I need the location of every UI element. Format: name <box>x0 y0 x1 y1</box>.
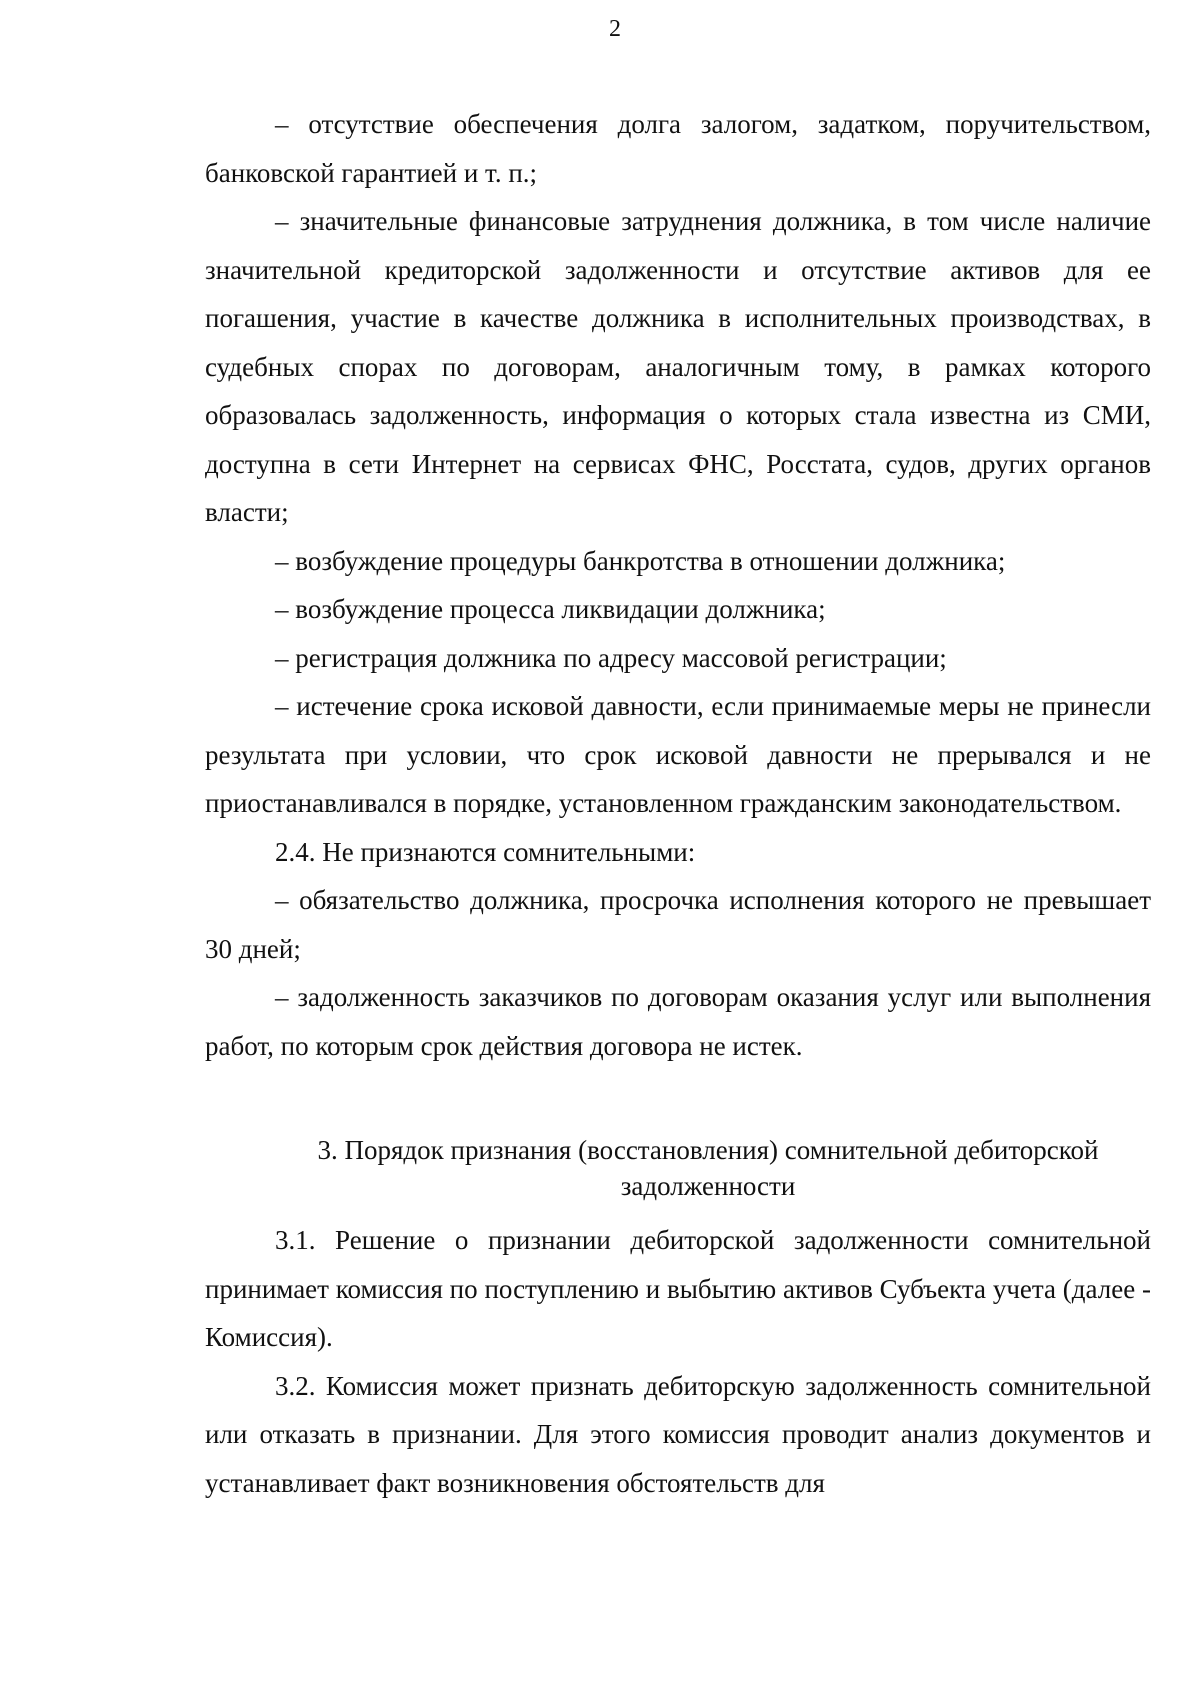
paragraph-mass-registration: – регистрация должника по адресу массовой регистрации; <box>275 642 947 673</box>
section-3-heading <box>205 1132 1151 1204</box>
paragraph-overdue-30-days: – обязательство должника, просрочка исполнения которого не превышает 30 дней; <box>205 885 1151 964</box>
paragraph-customer-debt: – задолженность заказчиков по договорам оказания услуг или выполнения работ, по которым срок действия договора не истек. <box>205 982 1151 1061</box>
paragraph-3-2: 3.2. Комиссия может признать дебиторскую задолженность сомнительной или отказать в признании. Для этого комиссия проводит анализ документов и устанавливает факт возникновения обстоятельств для <box>205 1370 1151 1498</box>
section-3-heading-line-2: задолженности <box>620 1171 796 1201</box>
paragraph-2-4-heading: 2.4. Не признаются сомнительными: <box>275 836 696 867</box>
document-body <box>205 100 1151 1507</box>
page-number: 2 <box>609 16 621 42</box>
paragraph-limitation-period: – истечение срока исковой давности, если принимаемые меры не принесли результата при условии, что срок исковой давности не прерывался и не приостанавливался в порядке, установленном гражданским законодательством. <box>205 691 1151 818</box>
paragraph-no-collateral: – отсутствие обеспечения долга залогом, задатком, поручительством, банковской гарантией и т. п.; <box>205 109 1151 188</box>
paragraph-3-1: 3.1. Решение о признании дебиторской задолженности сомнительной принимает комиссия по поступлению и выбытию активов Субъекта учета (далее - Комиссия). <box>205 1225 1151 1352</box>
section-3-heading-line-1: 3. Порядок признания (восстановления) сомнительной дебиторской <box>317 1135 1099 1165</box>
paragraph-financial-difficulties: – значительные финансовые затруднения должника, в том числе наличие значительной кредиторской задолженности и отсутствие активов для ее погашения, участие в качестве должника в исполнительных производствах, в судебных спорах по договорам, аналогичным тому, в рамках которого образовалась задолженность, информация о которых стала известна из СМИ, доступна в сети Интернет на сервисах ФНС, Росстата, судов, других органов власти; <box>205 206 1151 527</box>
paragraph-bankruptcy: – возбуждение процедуры банкротства в отношении должника; <box>275 545 1006 576</box>
paragraph-liquidation: – возбуждение процесса ликвидации должника; <box>275 594 826 624</box>
